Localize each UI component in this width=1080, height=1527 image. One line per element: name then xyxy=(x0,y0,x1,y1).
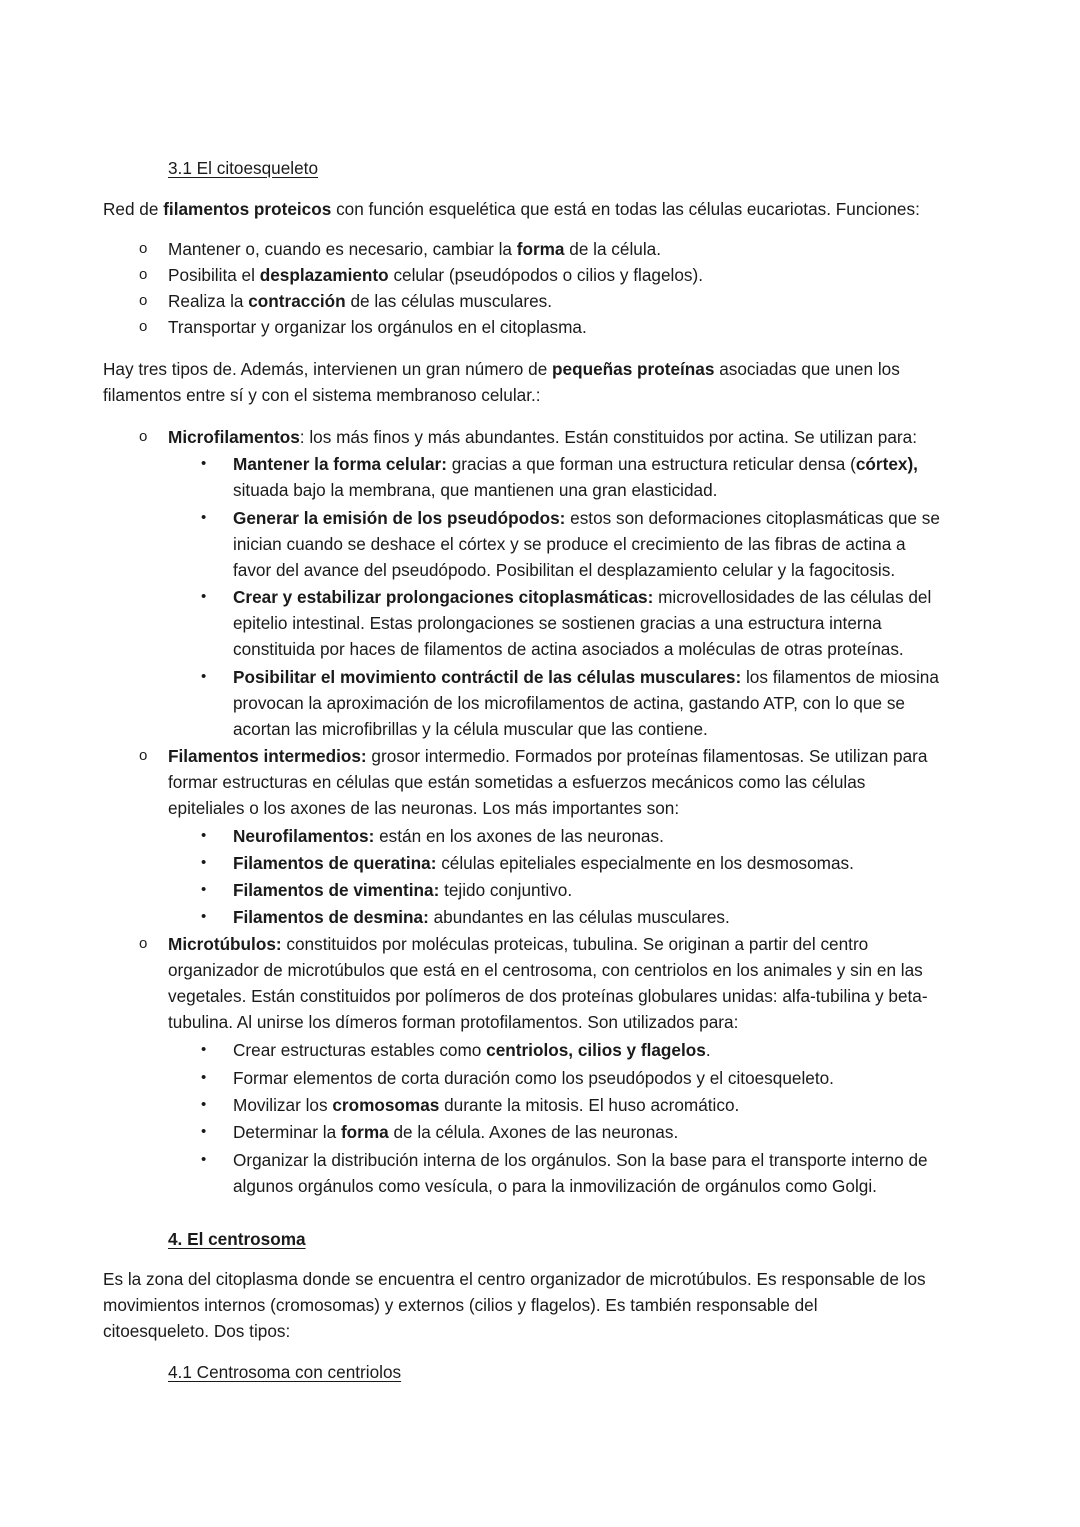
bullet-marker: • xyxy=(201,1041,207,1058)
bullet-marker: • xyxy=(201,1151,207,1168)
bullet-marker: • xyxy=(201,1069,207,1086)
bullet-marker: • xyxy=(201,588,207,605)
intermedios-type: Filamentos de desmina: abundantes en las células musculares. xyxy=(233,907,730,927)
microfilamentos-use-cont: situada bajo la membrana, que mantienen una gran elasticidad. xyxy=(233,480,718,500)
subsection-heading: 4.1 Centrosoma con centriolos xyxy=(168,1362,402,1382)
list-marker: o xyxy=(139,747,148,764)
bullet-marker: • xyxy=(201,827,207,844)
list-marker: o xyxy=(139,428,148,445)
intermedios-item-cont: epiteliales o los axones de las neuronas. Los más importantes son: xyxy=(168,798,680,818)
intermedios-type: Filamentos de queratina: células epiteliales especialmente en los desmosomas. xyxy=(233,853,854,873)
function-item: Realiza la contracción de las células musculares. xyxy=(168,291,553,311)
microfilamentos-use-cont: provocan la aproximación de los microfilamentos de actina, gastando ATP, con lo que se xyxy=(233,693,905,713)
intro-paragraph: Red de filamentos proteicos con función esquelética que está en todas las células eucariotas. Funciones: xyxy=(103,199,920,219)
intermedios-item-cont: formar estructuras en células que están sometidas a esfuerzos mecánicos como las células xyxy=(168,772,866,792)
types-paragraph: Hay tres tipos de. Además, intervienen un gran número de pequeñas proteínas asociadas que unen los xyxy=(103,359,900,379)
microtubulos-use: Formar elementos de corta duración como los pseudópodos y el citoesqueleto. xyxy=(233,1068,834,1088)
microtubulos-use-cont: algunos orgánulos como vesícula, o para la inmovilización de orgánulos como Golgi. xyxy=(233,1176,877,1196)
microtubulos-item-cont: organizador de microtúbulos que está en el centrosoma, con centriolos en los animales y sin en las xyxy=(168,960,923,980)
bullet-marker: • xyxy=(201,854,207,871)
microfilamentos-use-cont: epitelio intestinal. Estas prolongaciones se sostienen gracias a una estructura interna xyxy=(233,613,882,633)
bullet-marker: • xyxy=(201,509,207,526)
microfilamentos-use: Generar la emisión de los pseudópodos: estos son deformaciones citoplasmáticas que se xyxy=(233,508,940,528)
function-item: Transportar y organizar los orgánulos en el citoplasma. xyxy=(168,317,587,337)
microfilamentos-use: Mantener la forma celular: gracias a que forman una estructura reticular densa (córtex), xyxy=(233,454,918,474)
intermedios-type: Neurofilamentos: están en los axones de las neuronas. xyxy=(233,826,664,846)
bullet-marker: • xyxy=(201,1123,207,1140)
centrosoma-paragraph: Es la zona del citoplasma donde se encuentra el centro organizador de microtúbulos. Es responsable de los xyxy=(103,1269,926,1289)
microfilamentos-use: Crear y estabilizar prolongaciones citoplasmáticas: microvellosidades de las células del xyxy=(233,587,932,607)
bullet-marker: • xyxy=(201,1096,207,1113)
microfilamentos-use: Posibilitar el movimiento contráctil de las células musculares: los filamentos de miosina xyxy=(233,667,939,687)
list-marker: o xyxy=(139,935,148,952)
microtubulos-use: Determinar la forma de la célula. Axones de las neuronas. xyxy=(233,1122,679,1142)
types-paragraph-cont: filamentos entre sí y con el sistema membranoso celular.: xyxy=(103,385,541,405)
function-item: Posibilita el desplazamiento celular (pseudópodos o cilios y flagelos). xyxy=(168,265,703,285)
microfilamentos-use-cont: inician cuando se deshace el córtex y se produce el crecimiento de las fibras de actina a xyxy=(233,534,906,554)
microfilamentos-use-cont: acortan las microfibrillas y la célula muscular que las contiene. xyxy=(233,719,708,739)
microfilamentos-use-cont: constituida por haces de filamentos de actina asociados a moléculas de otras proteínas. xyxy=(233,639,904,659)
function-item: Mantener o, cuando es necesario, cambiar la forma de la célula. xyxy=(168,239,661,259)
bullet-marker: • xyxy=(201,908,207,925)
microtubulos-use: Movilizar los cromosomas durante la mitosis. El huso acromático. xyxy=(233,1095,740,1115)
intermedios-type: Filamentos de vimentina: tejido conjuntivo. xyxy=(233,880,573,900)
centrosoma-paragraph-cont: citoesqueleto. Dos tipos: xyxy=(103,1321,291,1341)
microtubulos-use: Organizar la distribución interna de los orgánulos. Son la base para el transporte interno de xyxy=(233,1150,928,1170)
bullet-marker: • xyxy=(201,881,207,898)
list-marker: o xyxy=(139,318,148,335)
microfilamentos-use-cont: favor del avance del pseudópodo. Posibilitan el desplazamiento celular y la fagocitosis. xyxy=(233,560,896,580)
intermedios-item: Filamentos intermedios: grosor intermedio. Formados por proteínas filamentosas. Se utilizan para xyxy=(168,746,928,766)
list-marker: o xyxy=(139,292,148,309)
microtubulos-use: Crear estructuras estables como centriolos, cilios y flagelos. xyxy=(233,1040,711,1060)
microtubulos-item: Microtúbulos: constituidos por moléculas proteicas, tubulina. Se originan a partir del centro xyxy=(168,934,869,954)
list-marker: o xyxy=(139,240,148,257)
bullet-marker: • xyxy=(201,668,207,685)
section-heading: 3.1 El citoesqueleto xyxy=(168,158,319,178)
list-marker: o xyxy=(139,266,148,283)
bullet-marker: • xyxy=(201,455,207,472)
section-heading: 4. El centrosoma xyxy=(168,1229,306,1249)
centrosoma-paragraph-cont: movimientos internos (cromosomas) y externos (cilios y flagelos). Es también responsable del xyxy=(103,1295,818,1315)
microfilamentos-item: Microfilamentos: los más finos y más abundantes. Están constituidos por actina. Se utilizan para: xyxy=(168,427,917,447)
microtubulos-item-cont: vegetales. Están constituidos por polímeros de dos proteínas globulares unidas: alfa-tubilina y beta- xyxy=(168,986,928,1006)
microtubulos-item-cont: tubulina. Al unirse los dímeros forman protofilamentos. Son utilizados para: xyxy=(168,1012,739,1032)
